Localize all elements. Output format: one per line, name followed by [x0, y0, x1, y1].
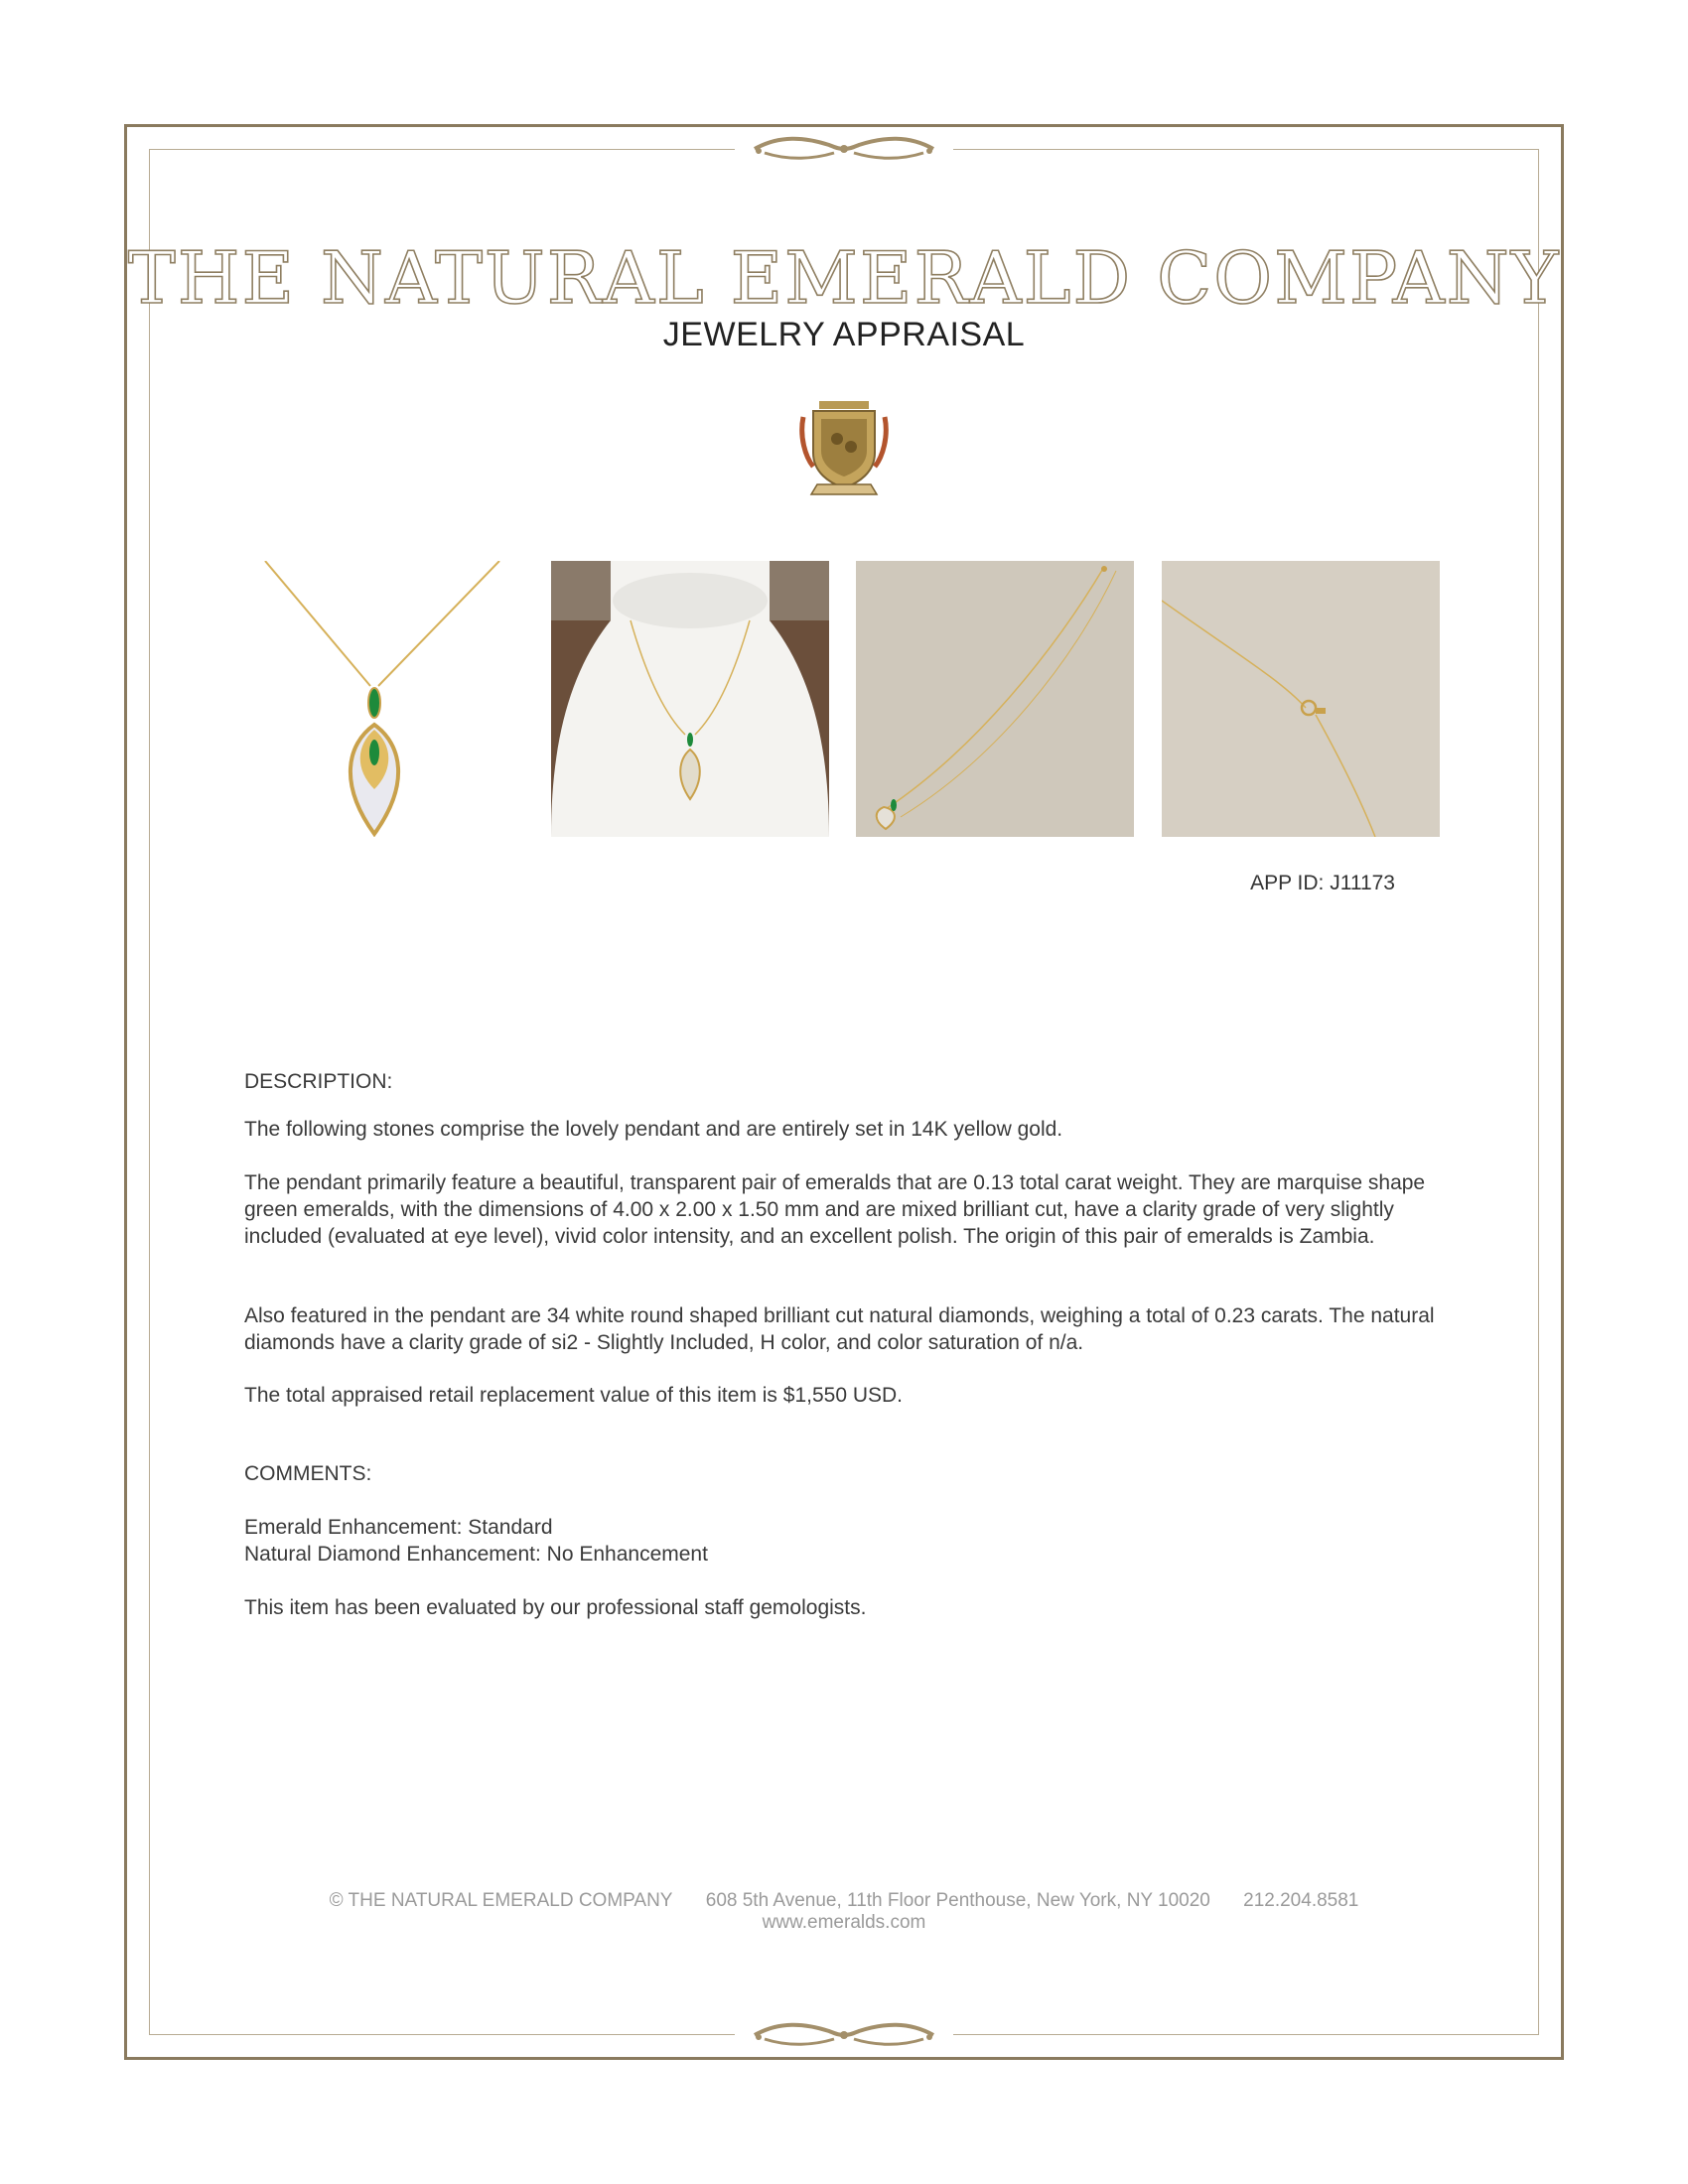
description-paragraph: The following stones comprise the lovely pendant and are entirely set in 14K yellow gold. — [244, 1118, 1063, 1141]
pendant-photo — [243, 561, 521, 837]
flat-necklace-photo — [856, 561, 1134, 837]
scroll-ornament-icon — [735, 2017, 953, 2053]
emerald-enhancement: Emerald Enhancement: Standard — [244, 1516, 553, 1539]
app-id: APP ID: J11173 — [1250, 872, 1395, 894]
comments-heading: COMMENTS: — [244, 1462, 372, 1485]
company-name: THE NATURAL EMERALD COMPANY — [127, 236, 1561, 320]
footer-contact — [0, 1890, 1688, 1912]
footer-copyright: © THE NATURAL EMERALD COMPANY — [329, 1890, 673, 1911]
diamond-enhancement: Natural Diamond Enhancement: No Enhancement — [244, 1543, 708, 1566]
description-heading: DESCRIPTION: — [244, 1070, 393, 1093]
scroll-ornament-icon — [735, 131, 953, 167]
evaluation-note: This item has been evaluated by our professional staff gemologists. — [244, 1596, 867, 1619]
crest-icon — [799, 397, 889, 500]
appraised-value: The total appraised retail replacement value of this item is $1,550 USD. — [244, 1384, 904, 1407]
clasp-photo — [1162, 561, 1440, 837]
document-title: JEWELRY APPRAISAL — [662, 316, 1026, 353]
footer-phone: 212.204.8581 — [1243, 1890, 1359, 1911]
description-paragraph: The pendant primarily feature a beautiful, transparent pair of emeralds that are 0.13 total carat weight. They are marquise shape green emeralds, with the dimensions of 4.00 x 2.00 x 1.50 mm and are mixed brilliant cut, have a clarity grade of very slightly included (evaluated at eye level), vivid color intensity, and an excellent polish. The origin of this pair of emeralds is Zambia. — [244, 1171, 1426, 1248]
footer-website[interactable]: www.emeralds.com — [762, 1912, 926, 1933]
footer-address: 608 5th Avenue, 11th Floor Penthouse, New York, NY 10020 — [705, 1890, 1210, 1911]
description-paragraph: Also featured in the pendant are 34 white round shaped brilliant cut natural diamonds, weighing a total of 0.23 carats. The natural diamonds have a clarity grade of si2 - Slightly Included, H color, and color saturation of n/a. — [244, 1304, 1435, 1354]
bust-photo — [551, 561, 829, 837]
